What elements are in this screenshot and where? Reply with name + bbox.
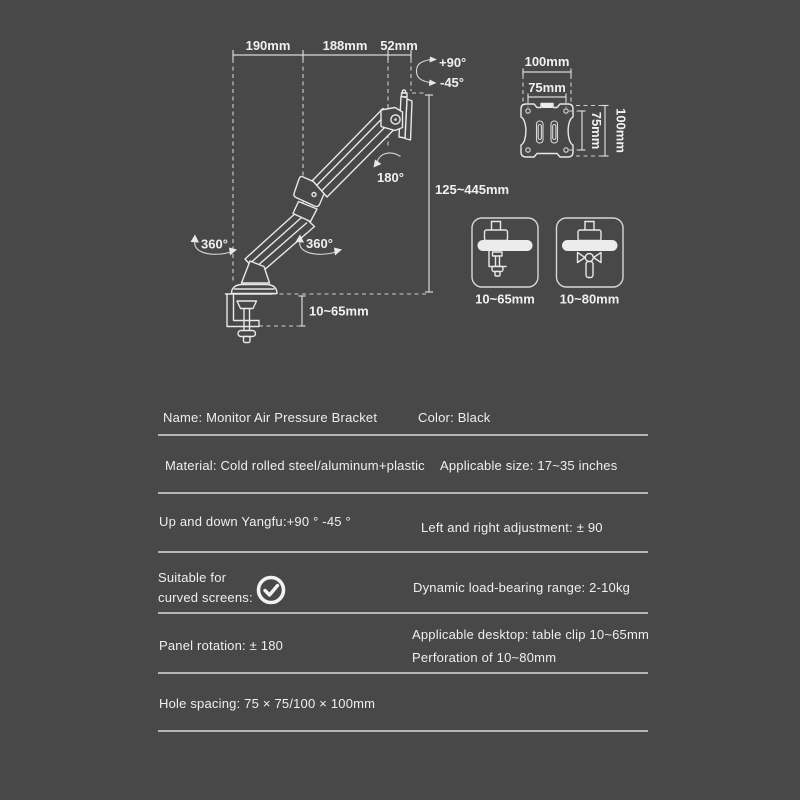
grommet-option-label: 10~80mm xyxy=(559,291,620,307)
desk-thickness-dimension xyxy=(299,296,369,326)
spec-material: Material: Cold rolled steel/aluminum+plastic xyxy=(165,458,425,473)
spec-size: Applicable size: 17~35 inches xyxy=(440,458,618,473)
vesa-inner-height-label: 75mm xyxy=(589,111,604,150)
vesa-plate-diagram xyxy=(521,54,629,157)
spec-divider xyxy=(158,434,648,436)
spec-divider xyxy=(158,551,648,553)
spec-load: Dynamic load-bearing range: 2-10kg xyxy=(413,580,631,595)
tilt-up-label: +90° xyxy=(439,55,467,70)
head-rotation-label: 180° xyxy=(377,170,404,185)
spec-divider xyxy=(158,612,648,614)
spec-desktop xyxy=(412,623,649,669)
spec-color: Color: Black xyxy=(418,410,491,425)
spec-tilt: Up and down Yangfu:+90 ° -45 ° xyxy=(159,514,351,529)
dim-label-arm2: 188mm xyxy=(322,38,368,53)
vesa-inner-width-label: 75mm xyxy=(528,80,566,95)
spec-divider xyxy=(158,730,648,732)
vesa-outer-height-label: 100mm xyxy=(613,108,629,153)
spec-divider xyxy=(158,492,648,494)
spec-curved-line1: Suitable for xyxy=(158,570,227,585)
spec-desktop-line2: Perforation of 10~80mm xyxy=(412,650,557,665)
gas-spring-arm xyxy=(232,90,413,294)
spec-curved-line2: curved screens: xyxy=(158,590,253,605)
desk-thickness-label: 10~65mm xyxy=(309,303,369,319)
dim-label-arm1: 190mm xyxy=(245,38,291,53)
tilt-down-label: -45° xyxy=(440,75,464,90)
top-dimension-bar xyxy=(233,38,418,60)
check-circle-icon xyxy=(253,572,289,608)
spec-rotation: Panel rotation: ± 180 xyxy=(159,638,284,653)
clamp-option-label: 10~65mm xyxy=(475,291,535,307)
spec-curved-screens xyxy=(158,568,253,608)
monitor-arm-diagram xyxy=(0,0,800,380)
vesa-top-tab xyxy=(542,104,553,109)
height-range-dimension xyxy=(425,95,509,292)
desk-clamp xyxy=(226,294,273,343)
spec-desktop-line1: Applicable desktop: table clip 10~65mm xyxy=(412,627,650,642)
tilt-angle-annotation xyxy=(417,55,467,90)
c-clamp-mount-icon xyxy=(472,218,538,307)
spec-divider xyxy=(158,672,648,674)
vesa-outer-width-label: 100mm xyxy=(524,54,570,69)
dim-label-head: 52mm xyxy=(380,38,418,53)
swivel-right-label: 360° xyxy=(306,236,333,251)
grommet-mount-icon xyxy=(557,218,624,307)
spec-hole-spacing: Hole spacing: 75 × 75/100 × 100mm xyxy=(159,696,376,711)
height-range-label: 125~445mm xyxy=(435,182,510,197)
spec-name: Name: Monitor Air Pressure Bracket xyxy=(163,410,378,425)
spec-swivel: Left and right adjustment: ± 90 xyxy=(421,520,603,535)
swivel-left-label: 360° xyxy=(201,236,228,252)
